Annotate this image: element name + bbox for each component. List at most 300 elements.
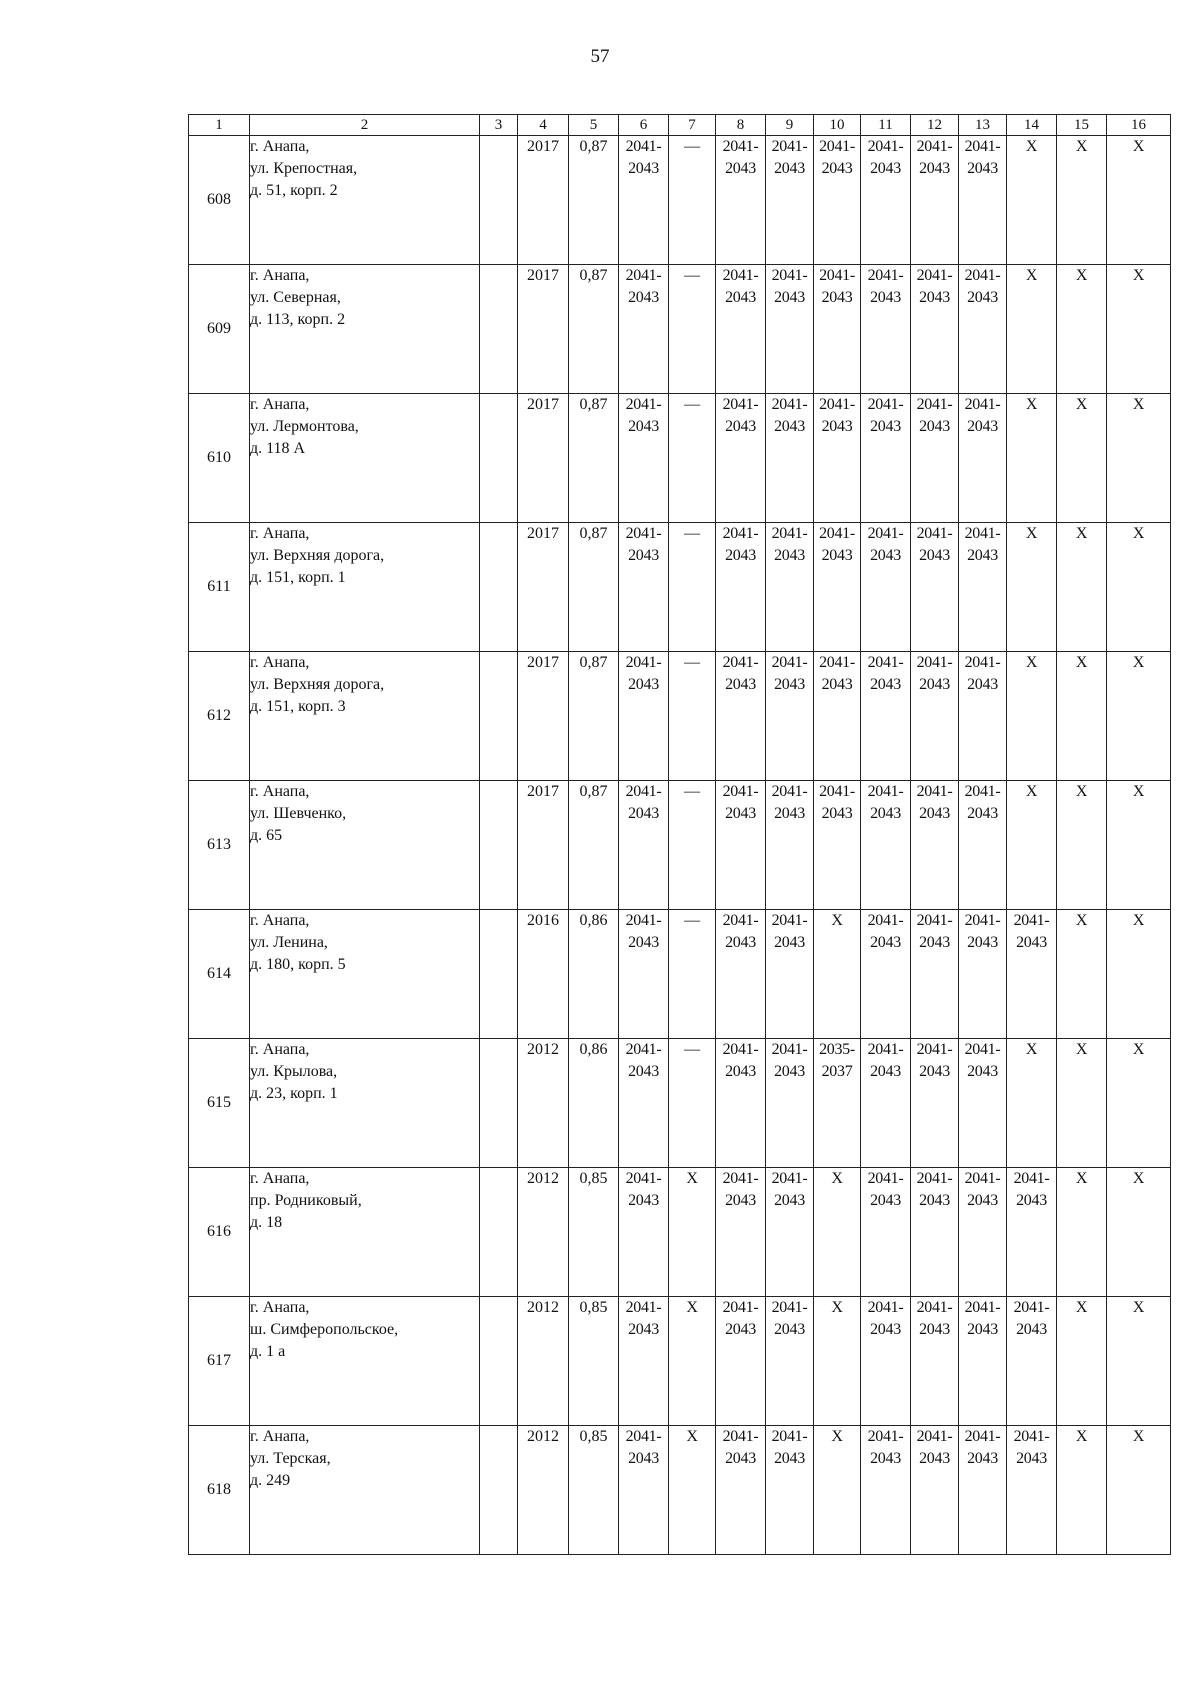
cell-c9 bbox=[766, 265, 814, 394]
cell-c15 bbox=[1057, 136, 1107, 265]
cell-value: Х bbox=[1132, 783, 1145, 800]
cell-value: 2043 bbox=[919, 1063, 950, 1080]
cell-value: 2035- bbox=[819, 1041, 855, 1058]
cell-value: 2043 bbox=[967, 934, 998, 951]
cell-value: — bbox=[684, 396, 700, 413]
cell-value: 2043 bbox=[870, 934, 901, 951]
cell-value: 2043 bbox=[725, 160, 756, 177]
cell-value: 2043 bbox=[967, 547, 998, 564]
cell-c7 bbox=[669, 652, 716, 781]
address-line: г. Анапа, bbox=[250, 1041, 310, 1058]
address-line: г. Анапа, bbox=[250, 1428, 310, 1445]
cell-c12 bbox=[911, 1168, 959, 1297]
cell-c11 bbox=[861, 265, 911, 394]
cell-c8 bbox=[716, 394, 766, 523]
cell-value: Х bbox=[831, 1299, 843, 1316]
cell-value: 2043 bbox=[967, 160, 998, 177]
address-line: д. 18 bbox=[250, 1214, 283, 1231]
cell-value: 2041- bbox=[771, 138, 808, 155]
cell-value: 2041- bbox=[819, 654, 855, 671]
cell-c16 bbox=[1107, 523, 1171, 652]
address-line: д. 65 bbox=[250, 827, 283, 844]
cell-c10 bbox=[814, 910, 861, 1039]
cell-c11 bbox=[861, 136, 911, 265]
cell-c5: 0,86 bbox=[569, 1039, 619, 1168]
address-line: ул. Терская, bbox=[250, 1450, 331, 1467]
cell-c7 bbox=[669, 1168, 716, 1297]
cell-value: 2041- bbox=[819, 525, 855, 542]
cell-value: 2043 bbox=[870, 1192, 901, 1209]
cell-value: 2041- bbox=[867, 1170, 904, 1187]
cell-value: 2043 bbox=[870, 676, 901, 693]
row-number: 610 bbox=[189, 394, 250, 523]
cell-c9 bbox=[766, 136, 814, 265]
cell-c9 bbox=[766, 394, 814, 523]
cell-c16 bbox=[1107, 1426, 1171, 1555]
cell-value: 2041- bbox=[819, 138, 855, 155]
cell-c3 bbox=[480, 1426, 518, 1555]
cell-c10 bbox=[814, 1039, 861, 1168]
cell-value: 2041- bbox=[867, 267, 904, 284]
cell-c14 bbox=[1007, 265, 1057, 394]
address-line: д. 113, корп. 2 bbox=[250, 311, 346, 328]
cell-value: 2041- bbox=[625, 1299, 662, 1316]
cell-value: Х bbox=[1075, 138, 1088, 155]
cell-c12 bbox=[911, 1039, 959, 1168]
cell-value: 2043 bbox=[967, 1450, 998, 1467]
cell-c11 bbox=[861, 910, 911, 1039]
cell-value: 2043 bbox=[870, 1321, 901, 1338]
cell-value: Х bbox=[1132, 1041, 1145, 1058]
cell-value: 2043 bbox=[725, 934, 756, 951]
cell-c3 bbox=[480, 910, 518, 1039]
cell-c7 bbox=[669, 136, 716, 265]
address-line: г. Анапа, bbox=[250, 138, 310, 155]
cell-value: Х bbox=[1025, 1041, 1038, 1058]
cell-c5: 0,87 bbox=[569, 523, 619, 652]
cell-value: 2041- bbox=[771, 654, 808, 671]
address-cell bbox=[250, 781, 480, 910]
table-row bbox=[189, 652, 1171, 781]
column-header: 15 bbox=[1057, 115, 1107, 136]
row-number: 614 bbox=[189, 910, 250, 1039]
cell-c3 bbox=[480, 394, 518, 523]
cell-c7 bbox=[669, 910, 716, 1039]
address-line: ул. Крылова, bbox=[250, 1063, 338, 1080]
cell-value: 2043 bbox=[774, 934, 805, 951]
cell-c16 bbox=[1107, 136, 1171, 265]
address-cell bbox=[250, 1297, 480, 1426]
cell-c14 bbox=[1007, 1039, 1057, 1168]
cell-value: 2041- bbox=[964, 1170, 1001, 1187]
cell-value: Х bbox=[1132, 525, 1145, 542]
cell-value: 2043 bbox=[774, 160, 805, 177]
cell-value: 2041- bbox=[722, 267, 759, 284]
cell-c7 bbox=[669, 1039, 716, 1168]
cell-value: 2043 bbox=[919, 1450, 950, 1467]
address-line: д. 151, корп. 3 bbox=[250, 698, 346, 715]
cell-c14 bbox=[1007, 781, 1057, 910]
cell-value: — bbox=[684, 912, 700, 929]
cell-value: Х bbox=[1132, 138, 1145, 155]
cell-value: 2043 bbox=[870, 160, 901, 177]
cell-value: Х bbox=[1075, 1428, 1088, 1445]
cell-value: 2041- bbox=[625, 396, 662, 413]
cell-c16 bbox=[1107, 781, 1171, 910]
cell-value: 2043 bbox=[967, 418, 998, 435]
cell-c11 bbox=[861, 1039, 911, 1168]
cell-c13 bbox=[959, 265, 1007, 394]
cell-value: Х bbox=[1132, 1299, 1145, 1316]
cell-c5: 0,87 bbox=[569, 136, 619, 265]
cell-value: 2043 bbox=[774, 1321, 805, 1338]
cell-value: Х bbox=[831, 1170, 843, 1187]
cell-c12 bbox=[911, 394, 959, 523]
cell-c6 bbox=[619, 1297, 669, 1426]
cell-c6 bbox=[619, 1426, 669, 1555]
cell-c11 bbox=[861, 1297, 911, 1426]
column-header: 16 bbox=[1107, 115, 1171, 136]
cell-value: 2043 bbox=[967, 676, 998, 693]
table-row bbox=[189, 1168, 1171, 1297]
cell-value: Х bbox=[1075, 1041, 1088, 1058]
cell-c13 bbox=[959, 910, 1007, 1039]
cell-c14 bbox=[1007, 523, 1057, 652]
cell-c12 bbox=[911, 910, 959, 1039]
cell-value: 2043 bbox=[919, 805, 950, 822]
cell-value: Х bbox=[1075, 396, 1088, 413]
cell-c3 bbox=[480, 136, 518, 265]
cell-c4: 2012 bbox=[518, 1039, 569, 1168]
cell-c15 bbox=[1057, 1426, 1107, 1555]
cell-value: Х bbox=[1132, 654, 1145, 671]
cell-value: Х bbox=[1075, 654, 1088, 671]
cell-c8 bbox=[716, 652, 766, 781]
row-number: 609 bbox=[189, 265, 250, 394]
table-row bbox=[189, 1039, 1171, 1168]
address-cell bbox=[250, 652, 480, 781]
cell-value: 2041- bbox=[625, 654, 662, 671]
cell-c14 bbox=[1007, 1297, 1057, 1426]
cell-value: 2041- bbox=[819, 783, 855, 800]
cell-c4: 2012 bbox=[518, 1168, 569, 1297]
cell-c8 bbox=[716, 1297, 766, 1426]
table-row bbox=[189, 523, 1171, 652]
cell-c9 bbox=[766, 1039, 814, 1168]
cell-c13 bbox=[959, 781, 1007, 910]
column-header: 12 bbox=[911, 115, 959, 136]
cell-value: 2043 bbox=[628, 934, 659, 951]
cell-c9 bbox=[766, 781, 814, 910]
cell-value: 2043 bbox=[774, 289, 805, 306]
cell-c9 bbox=[766, 910, 814, 1039]
cell-c6 bbox=[619, 394, 669, 523]
cell-value: 2041- bbox=[722, 1041, 759, 1058]
cell-c10 bbox=[814, 265, 861, 394]
cell-value: 2043 bbox=[919, 547, 950, 564]
cell-c8 bbox=[716, 1426, 766, 1555]
cell-value: 2041- bbox=[771, 1428, 808, 1445]
cell-c7 bbox=[669, 781, 716, 910]
table-row bbox=[189, 1426, 1171, 1555]
cell-value: 2041- bbox=[1013, 912, 1050, 929]
cell-value: 2043 bbox=[774, 676, 805, 693]
address-line: ул. Верхняя дорога, bbox=[250, 547, 385, 564]
cell-c11 bbox=[861, 1168, 911, 1297]
cell-value: 2041- bbox=[964, 1299, 1001, 1316]
cell-c15 bbox=[1057, 910, 1107, 1039]
cell-value: 2041- bbox=[916, 267, 953, 284]
cell-value: 2043 bbox=[870, 547, 901, 564]
address-line: г. Анапа, bbox=[250, 783, 310, 800]
cell-c4: 2012 bbox=[518, 1426, 569, 1555]
cell-c4: 2017 bbox=[518, 136, 569, 265]
cell-value: 2043 bbox=[967, 289, 998, 306]
cell-c3 bbox=[480, 1168, 518, 1297]
cell-c8 bbox=[716, 523, 766, 652]
cell-c13 bbox=[959, 136, 1007, 265]
cell-c10 bbox=[814, 652, 861, 781]
address-line: д. 249 bbox=[250, 1472, 291, 1489]
address-line: ул. Крепостная, bbox=[250, 160, 358, 177]
cell-value: 2043 bbox=[821, 289, 853, 306]
address-cell bbox=[250, 910, 480, 1039]
cell-value: 2041- bbox=[916, 783, 953, 800]
cell-c9 bbox=[766, 1426, 814, 1555]
address-line: г. Анапа, bbox=[250, 1170, 310, 1187]
cell-value: 2043 bbox=[1016, 1321, 1047, 1338]
cell-value: — bbox=[684, 138, 700, 155]
cell-c13 bbox=[959, 1426, 1007, 1555]
cell-value: 2043 bbox=[725, 1063, 756, 1080]
cell-value: 2041- bbox=[722, 396, 759, 413]
cell-value: — bbox=[684, 1041, 700, 1058]
cell-value: 2041- bbox=[771, 267, 808, 284]
column-header: 2 bbox=[250, 115, 480, 136]
cell-c16 bbox=[1107, 652, 1171, 781]
cell-c4: 2017 bbox=[518, 781, 569, 910]
cell-c7 bbox=[669, 1426, 716, 1555]
address-line: г. Анапа, bbox=[250, 912, 310, 929]
cell-value: 2043 bbox=[628, 676, 659, 693]
cell-value: Х bbox=[686, 1428, 698, 1445]
cell-value: 2041- bbox=[771, 1170, 808, 1187]
cell-c6 bbox=[619, 523, 669, 652]
row-number: 613 bbox=[189, 781, 250, 910]
cell-c4: 2017 bbox=[518, 394, 569, 523]
cell-value: 2043 bbox=[628, 1063, 659, 1080]
address-line: ш. Симферопольское, bbox=[250, 1321, 399, 1338]
address-line: г. Анапа, bbox=[250, 654, 310, 671]
cell-value: 2041- bbox=[625, 912, 662, 929]
cell-value: Х bbox=[1075, 912, 1088, 929]
cell-c6 bbox=[619, 910, 669, 1039]
cell-value: 2043 bbox=[628, 1450, 659, 1467]
cell-value: 2041- bbox=[964, 1041, 1001, 1058]
cell-value: Х bbox=[1025, 267, 1038, 284]
column-header: 9 bbox=[766, 115, 814, 136]
address-line: пр. Родниковый, bbox=[250, 1192, 362, 1209]
cell-value: 2043 bbox=[628, 160, 659, 177]
address-line: д. 151, корп. 1 bbox=[250, 569, 346, 586]
cell-c12 bbox=[911, 781, 959, 910]
cell-value: 2041- bbox=[916, 1041, 953, 1058]
cell-value: 2043 bbox=[821, 676, 853, 693]
address-line: д. 51, корп. 2 bbox=[250, 182, 338, 199]
cell-c5: 0,87 bbox=[569, 394, 619, 523]
cell-value: 2041- bbox=[625, 1428, 662, 1445]
cell-value: 2041- bbox=[964, 654, 1001, 671]
cell-c16 bbox=[1107, 1297, 1171, 1426]
cell-value: 2043 bbox=[821, 418, 853, 435]
cell-value: 2041- bbox=[819, 396, 855, 413]
cell-value: 2041- bbox=[722, 654, 759, 671]
cell-value: Х bbox=[1075, 1170, 1088, 1187]
row-number: 616 bbox=[189, 1168, 250, 1297]
cell-value: Х bbox=[1132, 396, 1145, 413]
cell-value: 2041- bbox=[625, 525, 662, 542]
cell-value: 2043 bbox=[919, 160, 950, 177]
row-number: 617 bbox=[189, 1297, 250, 1426]
cell-c11 bbox=[861, 1426, 911, 1555]
cell-value: — bbox=[684, 267, 700, 284]
cell-value: Х bbox=[1075, 525, 1088, 542]
cell-value: Х bbox=[1025, 783, 1038, 800]
table-row bbox=[189, 910, 1171, 1039]
cell-c12 bbox=[911, 652, 959, 781]
cell-value: 2041- bbox=[625, 267, 662, 284]
cell-value: 2043 bbox=[967, 1321, 998, 1338]
cell-c12 bbox=[911, 1297, 959, 1426]
cell-value: Х bbox=[831, 912, 843, 929]
cell-c10 bbox=[814, 136, 861, 265]
table-row bbox=[189, 394, 1171, 523]
cell-value: 2041- bbox=[771, 912, 808, 929]
cell-value: 2041- bbox=[722, 912, 759, 929]
cell-value: 2043 bbox=[821, 547, 853, 564]
cell-c14 bbox=[1007, 136, 1057, 265]
cell-value: 2043 bbox=[919, 934, 950, 951]
column-header: 3 bbox=[480, 115, 518, 136]
cell-value: 2043 bbox=[967, 1063, 998, 1080]
cell-value: 2041- bbox=[867, 654, 904, 671]
cell-c5: 0,87 bbox=[569, 652, 619, 781]
cell-c4: 2017 bbox=[518, 523, 569, 652]
cell-value: 2043 bbox=[870, 1063, 901, 1080]
cell-c14 bbox=[1007, 910, 1057, 1039]
cell-value: 2043 bbox=[919, 289, 950, 306]
cell-c14 bbox=[1007, 394, 1057, 523]
cell-c14 bbox=[1007, 1168, 1057, 1297]
column-header: 5 bbox=[569, 115, 619, 136]
cell-c15 bbox=[1057, 1297, 1107, 1426]
cell-value: — bbox=[684, 654, 700, 671]
address-line: ул. Верхняя дорога, bbox=[250, 676, 385, 693]
cell-value: 2041- bbox=[867, 1299, 904, 1316]
address-line: д. 118 А bbox=[250, 440, 306, 457]
cell-value: Х bbox=[1025, 654, 1038, 671]
cell-c5: 0,85 bbox=[569, 1168, 619, 1297]
cell-value: 2043 bbox=[628, 1321, 659, 1338]
cell-c13 bbox=[959, 652, 1007, 781]
column-header: 1 bbox=[189, 115, 250, 136]
cell-c10 bbox=[814, 523, 861, 652]
cell-c15 bbox=[1057, 1039, 1107, 1168]
cell-c4: 2016 bbox=[518, 910, 569, 1039]
address-cell bbox=[250, 1168, 480, 1297]
cell-c6 bbox=[619, 1039, 669, 1168]
cell-c6 bbox=[619, 652, 669, 781]
cell-value: 2041- bbox=[1013, 1299, 1050, 1316]
cell-value: 2043 bbox=[774, 547, 805, 564]
cell-c15 bbox=[1057, 1168, 1107, 1297]
cell-c13 bbox=[959, 1168, 1007, 1297]
column-header: 13 bbox=[959, 115, 1007, 136]
cell-value: Х bbox=[1025, 525, 1038, 542]
cell-value: — bbox=[684, 525, 700, 542]
cell-value: 2043 bbox=[870, 1450, 901, 1467]
cell-value: Х bbox=[1075, 267, 1088, 284]
cell-c16 bbox=[1107, 1039, 1171, 1168]
column-header: 11 bbox=[861, 115, 911, 136]
cell-value: 2041- bbox=[771, 783, 808, 800]
cell-value: Х bbox=[1025, 138, 1038, 155]
column-header: 14 bbox=[1007, 115, 1057, 136]
cell-c16 bbox=[1107, 265, 1171, 394]
cell-value: 2041- bbox=[771, 396, 808, 413]
cell-value: 2041- bbox=[916, 138, 953, 155]
address-line: д. 23, корп. 1 bbox=[250, 1085, 338, 1102]
cell-value: Х bbox=[1025, 396, 1038, 413]
cell-value: 2043 bbox=[821, 160, 853, 177]
cell-value: 2043 bbox=[870, 418, 901, 435]
cell-c14 bbox=[1007, 652, 1057, 781]
cell-value: 2041- bbox=[625, 1041, 662, 1058]
row-number: 608 bbox=[189, 136, 250, 265]
cell-value: 2043 bbox=[870, 805, 901, 822]
cell-value: 2043 bbox=[725, 805, 756, 822]
cell-value: Х bbox=[1132, 912, 1145, 929]
cell-value: 2041- bbox=[964, 138, 1001, 155]
cell-c12 bbox=[911, 523, 959, 652]
cell-c4: 2012 bbox=[518, 1297, 569, 1426]
address-line: д. 180, корп. 5 bbox=[250, 956, 346, 973]
cell-value: 2043 bbox=[725, 676, 756, 693]
address-cell bbox=[250, 1039, 480, 1168]
cell-value: 2043 bbox=[774, 418, 805, 435]
cell-value: 2043 bbox=[774, 1450, 805, 1467]
cell-value: 2041- bbox=[916, 396, 953, 413]
cell-value: 2041- bbox=[964, 1428, 1001, 1445]
cell-value: 2043 bbox=[1016, 1192, 1047, 1209]
cell-value: 2043 bbox=[725, 547, 756, 564]
cell-value: 2043 bbox=[725, 289, 756, 306]
cell-c11 bbox=[861, 394, 911, 523]
cell-c6 bbox=[619, 781, 669, 910]
cell-c9 bbox=[766, 523, 814, 652]
cell-value: 2043 bbox=[628, 547, 659, 564]
cell-value: 2041- bbox=[916, 1428, 953, 1445]
cell-c7 bbox=[669, 394, 716, 523]
cell-c3 bbox=[480, 652, 518, 781]
cell-value: 2043 bbox=[1016, 934, 1047, 951]
cell-c5: 0,87 bbox=[569, 265, 619, 394]
table-row bbox=[189, 1297, 1171, 1426]
cell-value: 2041- bbox=[867, 396, 904, 413]
cell-value: 2041- bbox=[771, 1299, 808, 1316]
cell-value: Х bbox=[686, 1170, 698, 1187]
address-cell bbox=[250, 136, 480, 265]
